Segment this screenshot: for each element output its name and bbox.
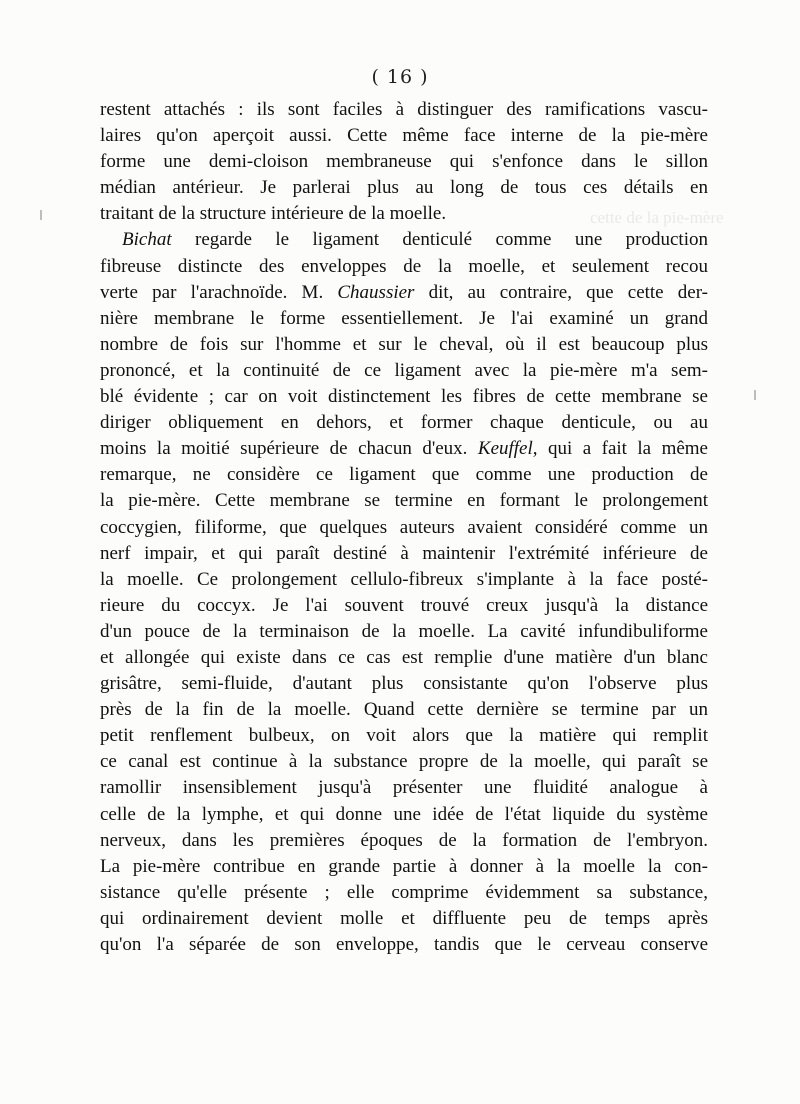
- text-segment: nerf impair, et qui paraît destiné à maintenir l'extrémité inférieure de: [100, 542, 708, 564]
- text-line: [100, 854, 708, 880]
- text-segment: près de la fin de la moelle. Quand cette dernière se termine par un: [100, 699, 708, 721]
- text-line: [100, 384, 708, 410]
- text-line: [100, 802, 708, 828]
- text-line: [100, 332, 708, 358]
- text-segment: forme une demi-cloison membraneuse qui s'enfonce dans le sillon: [100, 151, 708, 173]
- text-line: [100, 410, 708, 436]
- text-line: [100, 358, 708, 384]
- text-line: [100, 436, 708, 462]
- text-segment: moins la moitié supérieure de chacun d'eux.: [100, 438, 478, 460]
- text-line: [100, 880, 708, 906]
- text-line: [100, 906, 708, 932]
- text-segment: petit renflement bulbeux, on voit alors que la matière qui remplit: [100, 725, 708, 747]
- text-line: [100, 254, 708, 280]
- bleed-through-text: cette de la pie-mère: [590, 208, 724, 227]
- text-segment: prononcé, et la continuité de ce ligament avec la pie-mère m'a sem-: [100, 359, 708, 381]
- text-line: [100, 619, 708, 645]
- text-segment: blé évidente ; car on voit distinctement les fibres de cette membrane se: [100, 386, 708, 408]
- text-line: [100, 775, 708, 801]
- text-line: [100, 306, 708, 332]
- page-number: ( 16 ): [371, 66, 429, 88]
- text-segment: nerveux, dans les premières époques de la formation de l'embryon.: [100, 829, 708, 851]
- text-line: [100, 123, 708, 149]
- body-text: [100, 97, 708, 958]
- text-segment: restent attachés : ils sont faciles à distinguer des ramifications vascu-: [100, 99, 708, 120]
- text-segment: laires qu'on aperçoit aussi. Cette même face interne de la pie-mère: [100, 125, 708, 147]
- text-line: [100, 462, 708, 488]
- text-segment: nière membrane le forme essentiellement. Je l'ai examiné un grand: [100, 307, 708, 329]
- text-line: [100, 645, 708, 671]
- text-segment: dit, au contraire, que cette der-: [414, 281, 709, 303]
- paper-mark: [754, 390, 756, 400]
- author-name: Bichat: [122, 229, 172, 251]
- text-line: [100, 671, 708, 697]
- text-segment: fibreuse distincte des enveloppes de la moelle, et seulement recou: [100, 255, 708, 277]
- text-segment: la pie-mère. Cette membrane se termine en formant le prolongement: [100, 490, 708, 512]
- text-line: [100, 227, 708, 253]
- text-segment: , qui a fait la même: [532, 438, 708, 460]
- text-segment: rieure du coccyx. Je l'ai souvent trouvé creux jusqu'à la distance: [100, 594, 708, 616]
- text-segment: ramollir insensiblement jusqu'à présenter une fluidité analogue à: [100, 777, 708, 799]
- text-segment: grisâtre, semi-fluide, d'autant plus consistante qu'on l'observe plus: [100, 673, 708, 695]
- text-line: [100, 723, 708, 749]
- text-line: [100, 515, 708, 541]
- text-line: [100, 175, 708, 201]
- text-segment: diriger obliquement en dehors, et former chaque denticule, ou au: [100, 412, 708, 434]
- text-segment: médian antérieur. Je parlerai plus au long de tous ces détails en: [100, 177, 708, 199]
- text-segment: et allongée qui existe dans ce cas est remplie d'une matière d'un blanc: [100, 646, 708, 668]
- text-line: [100, 488, 708, 514]
- text-segment: verte par l'arachnoïde. M.: [100, 281, 338, 303]
- text-line: [100, 749, 708, 775]
- text-segment: ce canal est continue à la substance propre de la moelle, qui paraît se: [100, 751, 708, 773]
- text-line: [100, 932, 708, 958]
- text-line: [100, 280, 708, 306]
- text-line: [100, 828, 708, 854]
- author-name: Keuffel: [477, 438, 533, 460]
- text-line: [100, 567, 708, 593]
- text-line: [100, 593, 708, 619]
- text-segment: d'un pouce de la terminaison de la moelle. La cavité infundibuliforme: [100, 620, 708, 642]
- text-segment: nombre de fois sur l'homme et sur le cheval, où il est beaucoup plus: [100, 333, 708, 355]
- text-segment: La pie-mère contribue en grande partie à donner à la moelle la con-: [100, 855, 708, 877]
- text-segment: celle de la lymphe, et qui donne une idée de l'état liquide du système: [100, 803, 708, 825]
- text-segment: traitant de la structure intérieure de la moelle.: [100, 203, 447, 225]
- text-line: [100, 697, 708, 723]
- text-segment: regarde le ligament denticulé comme une production: [171, 229, 708, 251]
- text-segment: qu'on l'a séparée de son enveloppe, tandis que le cerveau conserve: [100, 934, 708, 955]
- text-line: [100, 201, 708, 227]
- paper-mark: [40, 210, 42, 220]
- author-name: Chaussier: [337, 281, 415, 303]
- text-segment: coccygien, filiforme, que quelques auteurs avaient considéré comme un: [100, 516, 708, 538]
- text-segment: sistance qu'elle présente ; elle comprime évidemment sa substance,: [100, 881, 708, 903]
- text-segment: la moelle. Ce prolongement cellulo-fibreux s'implante à la face posté-: [100, 568, 708, 590]
- text-segment: qui ordinairement devient molle et diffluente peu de temps après: [100, 907, 708, 929]
- text-line: [100, 97, 708, 123]
- text-line: [100, 149, 708, 175]
- text-line: [100, 541, 708, 567]
- text-segment: remarque, ne considère ce ligament que comme une production de: [100, 464, 708, 486]
